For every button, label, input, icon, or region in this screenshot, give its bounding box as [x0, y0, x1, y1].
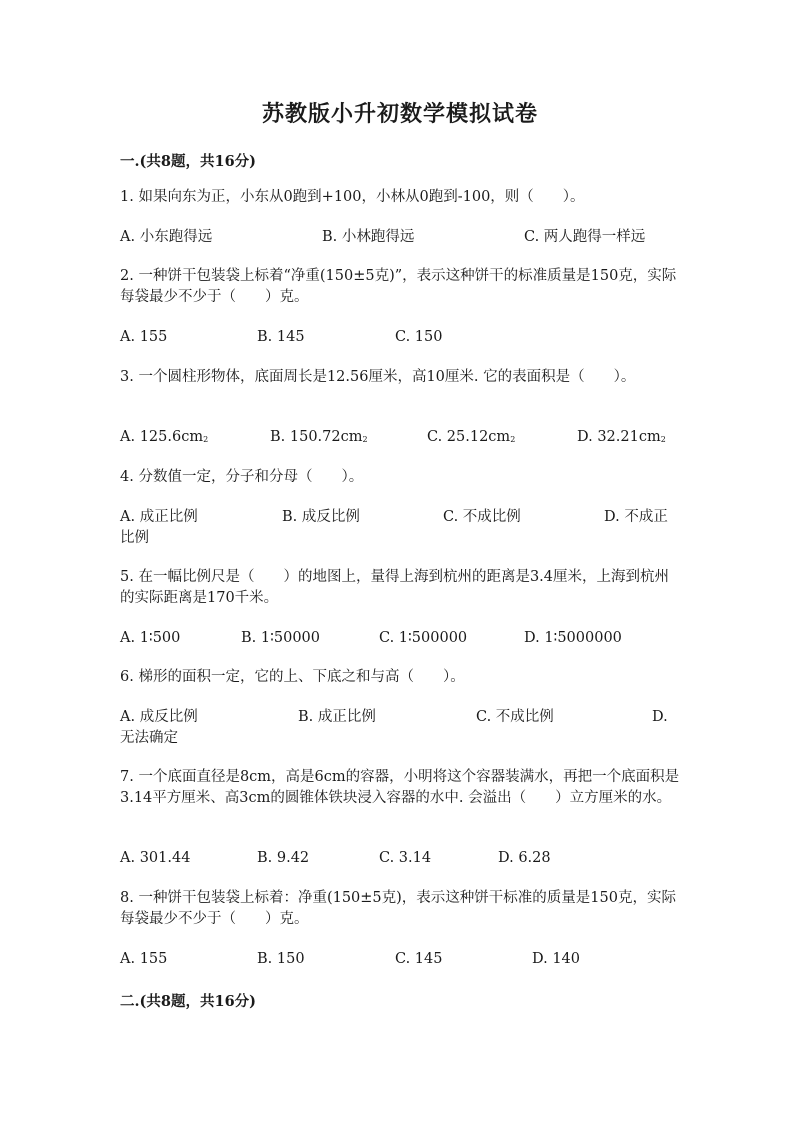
question-4: 4. 分数值一定，分子和分母（ ）。	[120, 469, 364, 485]
question-2: 2. 一种饼干包装袋上标着“净重(150±5克)”，表示这种饼干的标准质量是150克，实际每袋最少不少于（ ）克。	[120, 268, 677, 305]
question-3-option-a: A. $125.6cm^2$	[120, 429, 209, 445]
question-7-option-a: A. 301.44	[120, 850, 191, 866]
question-5-option-d: D. 1∶5000000	[524, 630, 622, 646]
page-title: 苏教版小升初数学模拟试卷	[261, 101, 538, 127]
question-8-option-b: B. 150	[257, 951, 305, 967]
question-5: 5. 在一幅比例尺是（ ）的地图上，量得上海到杭州的距离是3.4厘米，上海到杭州的实际距离是170千米。	[120, 569, 670, 606]
question-8-option-a: A. 155	[120, 951, 168, 967]
question-4-option-c: C. 不成比例	[443, 509, 521, 525]
question-1-option-c: C. 两人跑得一样远	[524, 229, 646, 245]
question-6-option-a: A. 成反比例	[120, 709, 198, 725]
question-4-option-b: B. 成反比例	[282, 509, 360, 525]
section-heading-2: 二.(共8题，共16分)	[120, 993, 257, 1010]
question-3-option-d: D. $32.21cm^2$	[577, 429, 666, 445]
question-2-option-c: C. 150	[395, 329, 443, 345]
question-4-option-a: A. 成正比例	[120, 509, 198, 525]
question-5-option-c: C. 1∶500000	[379, 630, 468, 646]
question-1-option-b: B. 小林跑得远	[322, 229, 415, 245]
question-6-option-c: C. 不成比例	[476, 709, 554, 725]
question-7: 7. 一个底面直径是8cm，高是6cm的容器，小明将这个容器装满水，再把一个底面积是3.14平方厘米、高3cm的圆锥体铁块浸入容器的水中. 会溢出（ ）立方厘米的水。	[120, 769, 680, 806]
question-3-option-c: C. $25.12cm^2$	[427, 429, 516, 445]
question-5-option-b: B. 1∶50000	[241, 630, 320, 646]
question-6: 6. 梯形的面积一定，它的上、下底之和与高（ ）。	[120, 669, 465, 685]
question-6-option-d: D. 无法确定	[120, 709, 668, 746]
section-heading-1: 一.(共8题，共16分)	[120, 153, 257, 170]
question-5-option-a: A. 1∶500	[120, 630, 181, 646]
question-8-option-c: C. 145	[395, 951, 443, 967]
question-1: 1. 如果向东为正，小东从0跑到+100，小林从0跑到-100，则（ ）。	[120, 189, 585, 205]
question-7-option-b: B. 9.42	[257, 850, 310, 866]
question-3: 3. 一个圆柱形物体，底面周长是12.56厘米，高10厘米. 它的表面积是（ ）。	[120, 369, 636, 385]
question-1-option-a: A. 小东跑得远	[120, 229, 213, 245]
question-6-option-b: B. 成正比例	[298, 709, 376, 725]
question-7-option-d: D. 6.28	[498, 850, 551, 866]
question-3-option-b: B. $150.72cm^2$	[270, 429, 368, 445]
question-7-option-c: C. 3.14	[379, 850, 432, 866]
question-2-option-a: A. 155	[120, 329, 168, 345]
question-8-option-d: D. 140	[532, 951, 581, 967]
question-8: 8. 一种饼干包装袋上标着：净重(150±5克)，表示这种饼干标准的质量是150克，实际每袋最少不少于（ ）克。	[120, 890, 676, 927]
question-4-option-d: D. 不成正比例	[120, 509, 668, 546]
question-2-option-b: B. 145	[257, 329, 305, 345]
